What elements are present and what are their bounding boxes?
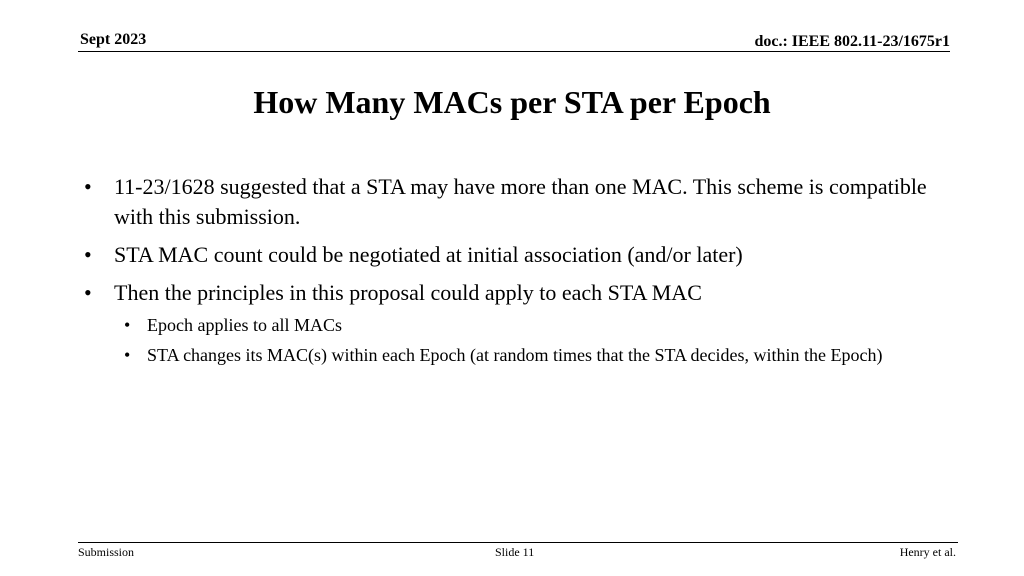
header-doc-id: doc.: IEEE 802.11-23/1675r1 <box>754 33 950 50</box>
sub-bullet-dot-icon: • <box>124 315 131 335</box>
footer-submission: Submission <box>78 545 135 559</box>
sub-bullet-item <box>124 342 944 368</box>
bullet-dot-icon: • <box>84 280 92 305</box>
bullet-item <box>84 172 944 232</box>
bullet-dot-icon: • <box>84 242 92 267</box>
sub-bullet-item <box>124 312 944 338</box>
sub-bullet-text: Epoch applies to all MACs <box>147 315 342 335</box>
slide-title: How Many MACs per STA per Epoch <box>253 84 771 120</box>
bullet-dot-icon: • <box>84 174 92 199</box>
header-date: Sept 2023 <box>80 31 147 48</box>
footer-slide-number: Slide 11 <box>495 545 535 559</box>
bullet-item <box>84 278 944 308</box>
slide-content <box>84 172 944 372</box>
sub-bullet-dot-icon: • <box>124 345 131 365</box>
sub-bullet-text: STA changes its MAC(s) within each Epoch (at random times that the STA decides, within the Epoch) <box>147 345 883 365</box>
bullet-text: 11-23/1628 suggested that a STA may have more than one MAC. This scheme is compatible with this submission. <box>114 174 927 229</box>
bullet-text: STA MAC count could be negotiated at initial association (and/or later) <box>114 242 743 267</box>
footer-divider <box>78 542 958 543</box>
bullet-item <box>84 240 944 270</box>
footer-authors: Henry et al. <box>899 545 956 559</box>
header-divider <box>78 51 950 52</box>
bullet-text: Then the principles in this proposal could apply to each STA MAC <box>114 280 702 305</box>
